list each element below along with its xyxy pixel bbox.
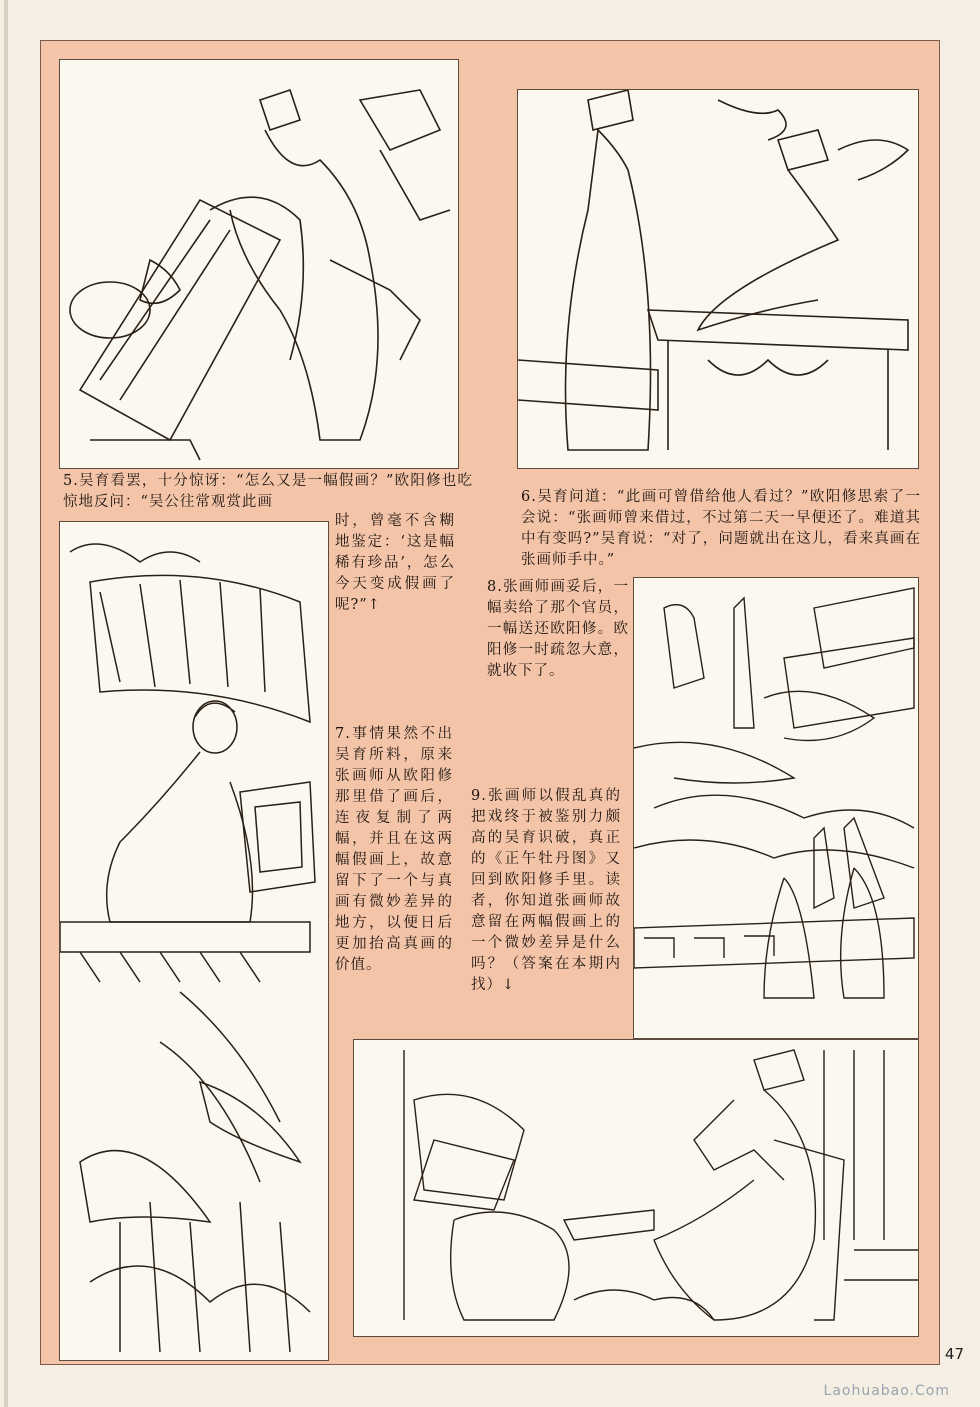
caption-5b: 时，曾毫不含糊地鉴定：‘这是幅稀有珍品’，怎么今天变成假画了呢?”↑: [335, 513, 455, 613]
caption-5a: 5.吴育看罢，十分惊讶：“怎么又是一幅假画？”欧阳修也吃惊地反问：“吴公往常观赏此画: [63, 473, 473, 510]
panel-7-drawing: [60, 522, 328, 1360]
panel-5-illustration: [59, 59, 459, 469]
caption-7: 7.事情果然不出吴育所料，原来张画师从欧阳修那里借了画后，连夜复制了两幅，并且在这两幅假画上，故意留下了一个与真画有微妙差异的地方，以便日后更加抬高真画的价值。: [335, 726, 453, 973]
caption-8: 8.张画师画妥后，一幅卖给了那个官员，一幅送还欧阳修。欧阳修一时疏忽大意，就收下了。: [487, 579, 629, 679]
page-number: 47: [944, 1345, 964, 1363]
caption-6: 6.吴育问道：“此画可曾借给他人看过？”欧阳修思索了一会说：“张画师曾来借过，不过第二天一早便还了。难道其中有变吗?”吴育说：“对了，问题就出在这儿，看来真画在张画师手中。”: [521, 489, 921, 568]
panel-6-drawing: [518, 90, 918, 468]
panel-7-illustration: [59, 521, 329, 1361]
panel-6-illustration: [517, 89, 919, 469]
binding-edge: [4, 0, 8, 1407]
comic-page: [40, 40, 940, 1365]
panel-8-illustration: [633, 577, 919, 1039]
panel-8-drawing: [634, 578, 918, 1038]
panel-9-illustration: [353, 1039, 919, 1337]
panel-9-drawing: [354, 1040, 918, 1336]
caption-9: 9.张画师以假乱真的把戏终于被鉴别力颇高的吴育识破，真正的《正午牡丹图》又回到欧阳修手里。读者，你知道张画师故意留在两幅假画上的一个微妙差异是什么吗？（答案在本期内找）↓: [471, 788, 621, 993]
panel-5-drawing: [60, 60, 458, 468]
site-watermark: Laohuabao.Com: [823, 1383, 950, 1399]
